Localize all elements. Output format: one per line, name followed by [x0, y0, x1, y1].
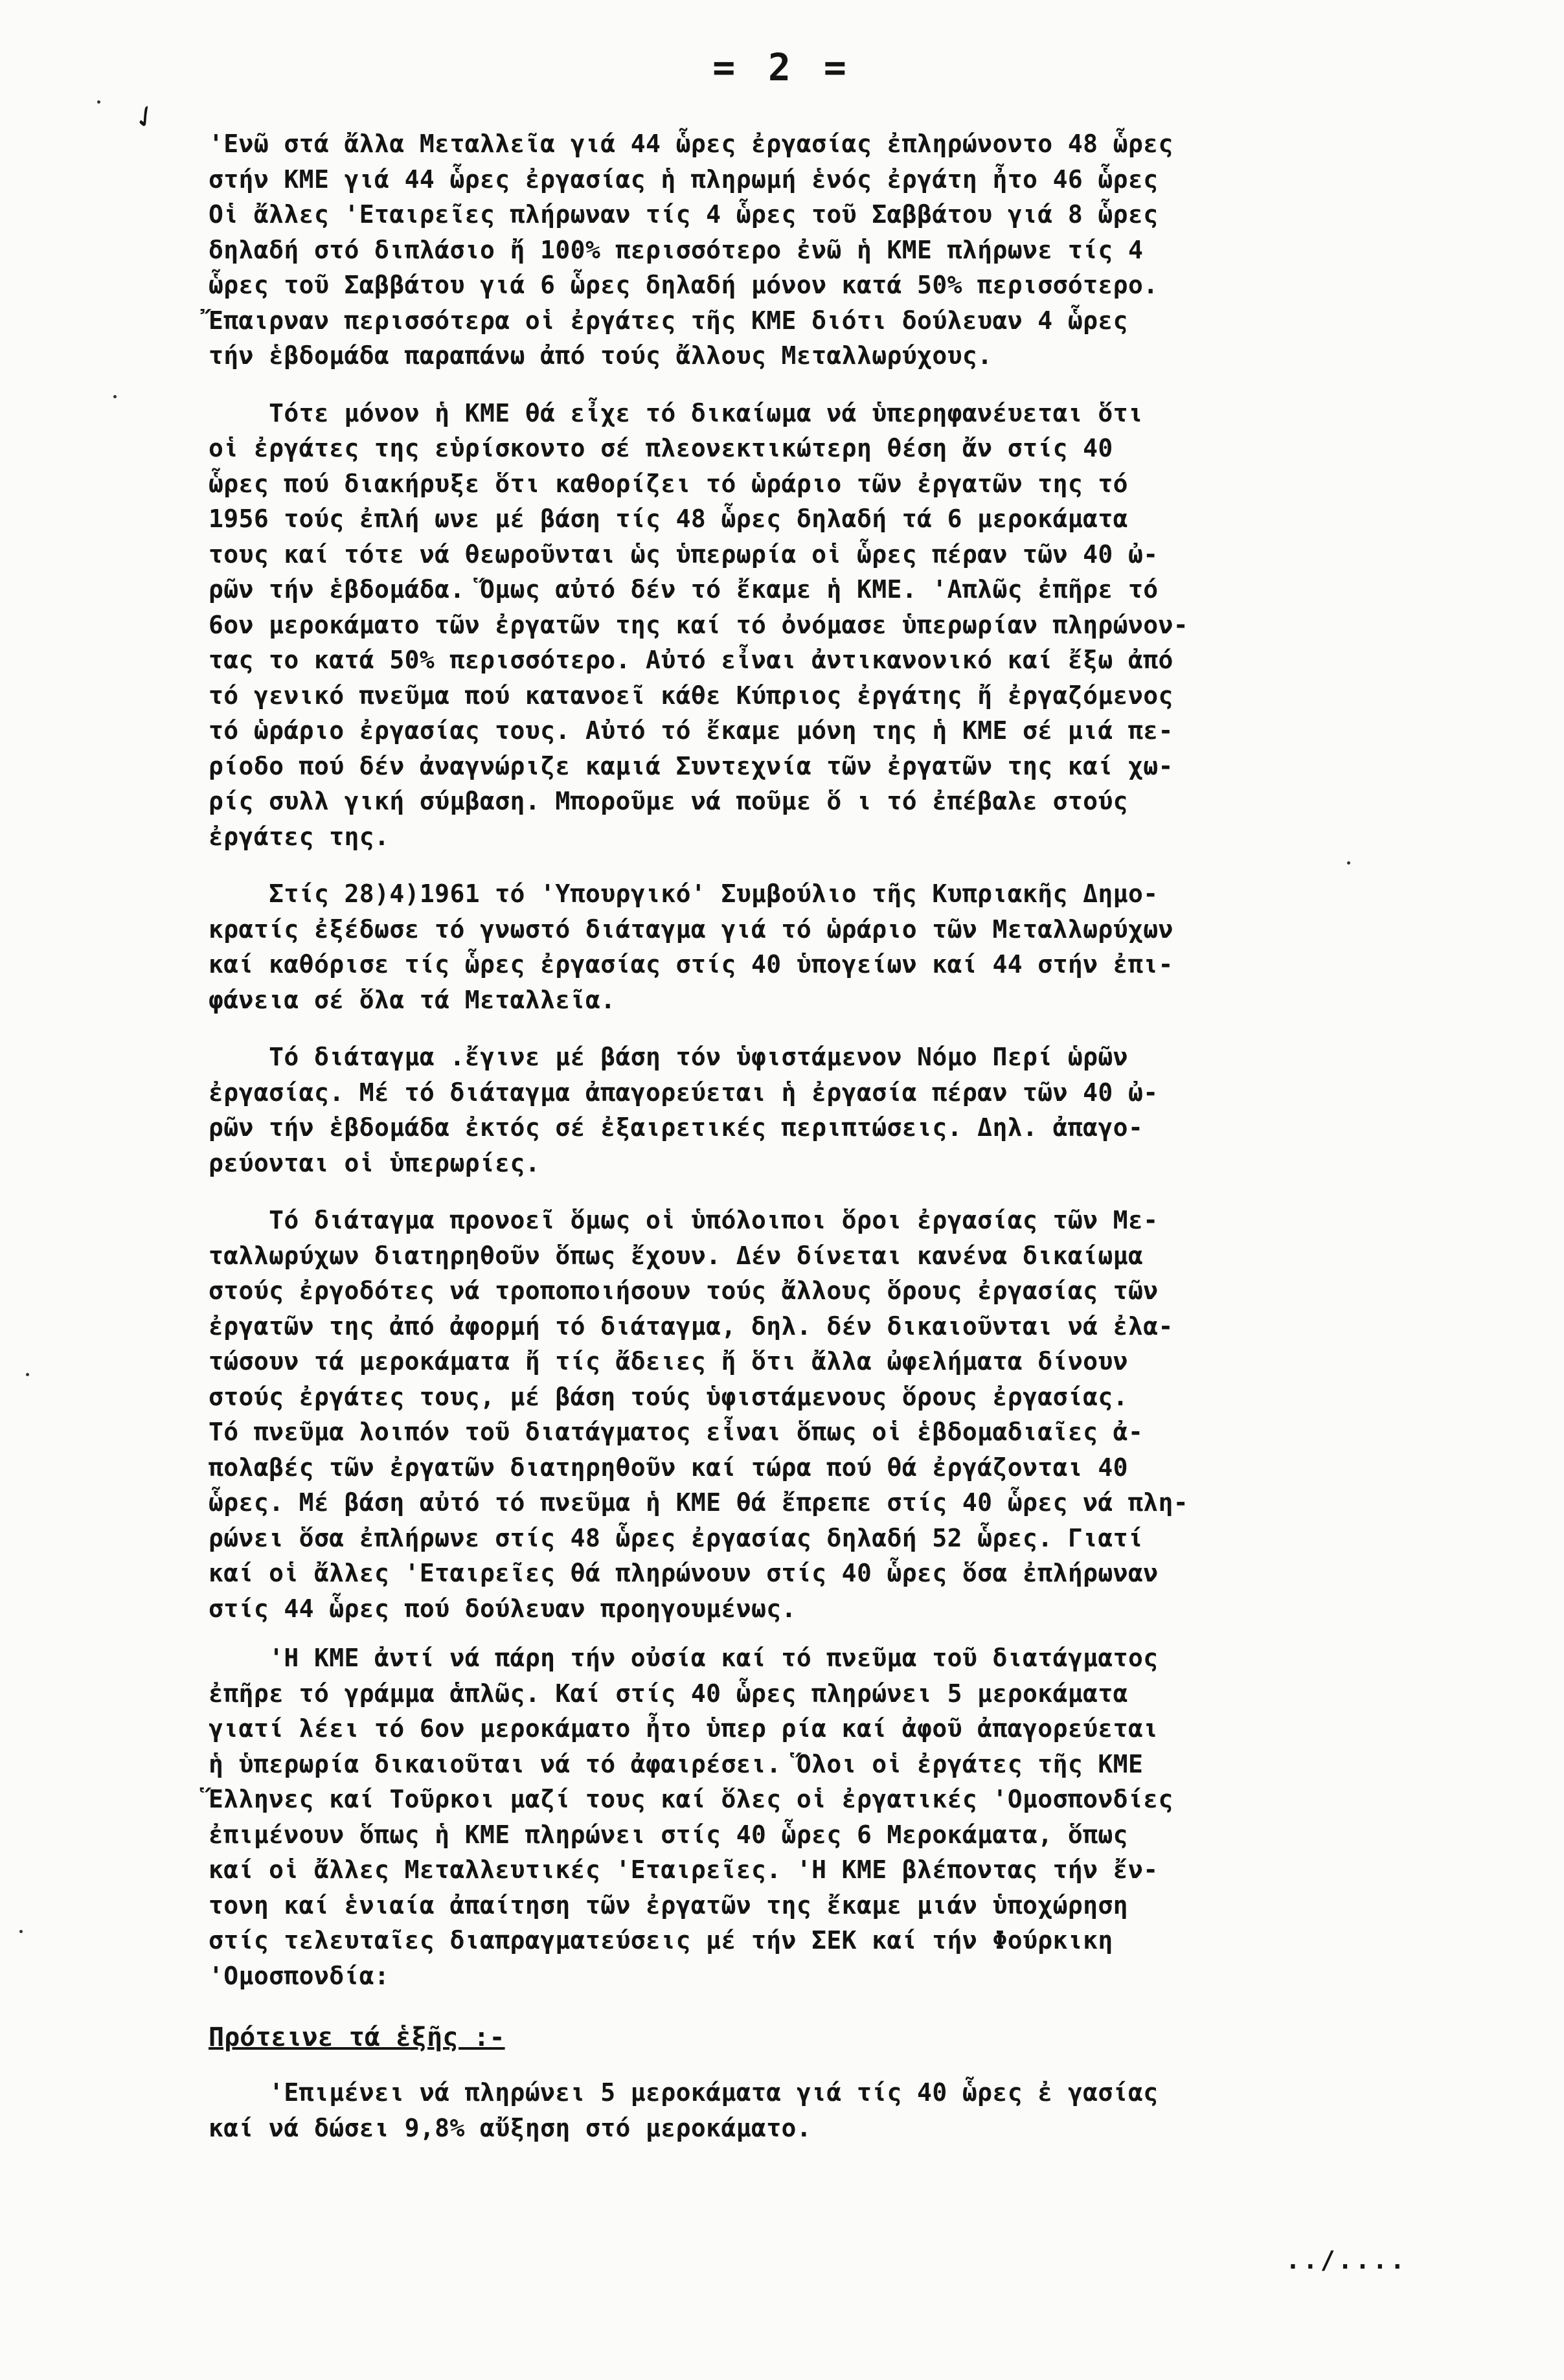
- text-line: Τό διάταγμα προνοεῖ ὅμως οἱ ὑπόλοιποι ὅροι ἐργασίας τῶν Με-: [209, 1206, 1159, 1234]
- text-line: 'Η ΚΜΕ ἀντί νά πάρη τήν οὐσία καί τό πνεῦμα τοῦ διατάγματος: [209, 1644, 1159, 1672]
- paragraph-3: [209, 876, 1504, 1017]
- continuation-marker: ../....: [1286, 2246, 1408, 2274]
- text-line: ρῶν τήν ἑβδομάδα ἐκτός σέ ἐξαιρετικές περιπτώσεις. Δηλ. ἀπαγο-: [209, 1113, 1144, 1142]
- section-heading: Πρότεινε τά ἑξῆς :-: [209, 2023, 505, 2052]
- scan-speck: [1347, 861, 1350, 865]
- text-line: 6ον μεροκάματο τῶν ἐργατῶν της καί τό ὀνόμασε ὑπερωρίαν πληρώνον-: [209, 610, 1189, 639]
- text-line: καί νά δώσει 9,8% αὔξηση στό μεροκάματο.: [209, 2113, 812, 2142]
- text-line: Οἱ ἄλλες 'Εταιρεῖες πλήρωναν τίς 4 ὧρες τοῦ Σαββάτου γιά 8 ὧρες: [209, 200, 1159, 229]
- scan-speck: [113, 395, 117, 398]
- text-line: ρίοδο πού δέν ἀναγνώριζε καμιά Συντεχνία τῶν ἐργατῶν της καί χω-: [209, 751, 1173, 780]
- text-line: 'Ομοσπονδία:: [209, 1961, 390, 1990]
- text-line: Τότε μόνον ἡ ΚΜΕ θά εἶχε τό δικαίωμα νά ὑπερηφανέυεται ὅτι: [209, 398, 1144, 427]
- paragraph-1: [209, 126, 1504, 374]
- text-line: ἡ ὑπερωρία δικαιοῦται νά τό ἀφαιρέσει. Ὅλοι οἱ ἐργάτες τῆς ΚΜΕ: [209, 1749, 1144, 1778]
- text-line: 'Ενῶ στά ἄλλα Μεταλλεῖα γιά 44 ὧρες ἐργασίας ἐπληρώνοντο 48 ὧρες: [209, 130, 1173, 158]
- text-line: ὧρες τοῦ Σαββάτου γιά 6 ὧρες δηλαδή μόνον κατά 50% περισσότερο.: [209, 271, 1159, 299]
- text-line: οἱ ἐργάτες της εὑρίσκοντο σέ πλεονεκτικώτερη θέση ἄν στίς 40: [209, 434, 1113, 462]
- text-line: τονη καί ἑνιαία ἀπαίτηση τῶν ἐργατῶν της ἔκαμε μιάν ὑποχώρηση: [209, 1890, 1128, 1920]
- text-line: ἐπιμένουν ὅπως ἡ ΚΜΕ πληρώνει στίς 40 ὧρες 6 Μεροκάματα, ὅπως: [209, 1820, 1128, 1849]
- text-line: στούς ἐργάτες τους, μέ βάση τούς ὑφιστάμενους ὅρους ἐργασίας.: [209, 1382, 1128, 1411]
- text-line: ὧρες πού διακήρυξε ὅτι καθορίζει τό ὡράριο τῶν ἐργατῶν της τό: [209, 469, 1128, 498]
- handwritten-check-mark: ✓: [126, 95, 164, 139]
- paragraph-6: [209, 1640, 1504, 1993]
- text-line: ρεύονται οἱ ὑπερωρίες.: [209, 1148, 541, 1177]
- text-line: στούς ἐργοδότες νά τροποποιήσουν τούς ἄλλους ὅρους ἐργασίας τῶν: [209, 1276, 1159, 1305]
- text-line: στίς τελευταῖες διαπραγματεύσεις μέ τήν ΣΕΚ καί τήν Φούρκικη: [209, 1926, 1113, 1955]
- page-number: = 2 =: [712, 45, 852, 89]
- text-line: ρώνει ὅσα ἐπλήρωνε στίς 48 ὧρες ἐργασίας δηλαδή 52 ὧρες. Γιατί: [209, 1523, 1144, 1552]
- text-line: δηλαδή στό διπλάσιο ἤ 100% περισσότερο ἐνῶ ἡ ΚΜΕ πλήρωνε τίς 4: [209, 235, 1144, 264]
- text-line: τό γενικό πνεῦμα πού κατανοεῖ κάθε Κύπριος ἐργάτης ἤ ἐργαζόμενος: [209, 681, 1173, 710]
- text-line: φάνεια σέ ὅλα τά Μεταλλεῖα.: [209, 985, 616, 1014]
- text-line: τας το κατά 50% περισσότερο. Αὐτό εἶναι ἀντικανονικό καί ἔξω ἀπό: [209, 646, 1173, 674]
- text-line: Ἕλληνες καί Τοῦρκοι μαζί τους καί ὅλες οἱ ἐργατικές 'Ομοσπονδίες: [209, 1785, 1173, 1813]
- text-line: στήν ΚΜΕ γιά 44 ὧρες ἐργασίας ἡ πληρωμή ἑνός ἐργάτη ἦτο 46 ὧρες: [209, 164, 1159, 194]
- text-line: ἐργατῶν της ἀπό ἀφορμή τό διάταγμα, δηλ. δέν δικαιοῦνται νά ἐλα-: [209, 1311, 1173, 1341]
- text-line: καί οἱ ἄλλες Μεταλλευτικές 'Εταιρεῖες. 'Η ΚΜΕ βλέποντας τήν ἔν-: [209, 1855, 1159, 1884]
- paragraph-4: [209, 1039, 1504, 1181]
- text-line: γιατί λέει τό 6ον μεροκάματο ἦτο ὑπερ ρία καί ἀφοῦ ἀπαγορεύεται: [209, 1714, 1159, 1743]
- text-line: τήν ἑβδομάδα παραπάνω ἀπό τούς ἄλλους Μεταλλωρύχους.: [209, 341, 993, 370]
- text-line: 'Επιμένει νά πληρώνει 5 μεροκάματα γιά τίς 40 ὧρες ἐ γασίας: [209, 2078, 1159, 2107]
- paragraph-2: [209, 396, 1504, 855]
- closing-paragraph: [209, 2075, 1504, 2146]
- text-line: ὧρες. Μέ βάση αὐτό τό πνεῦμα ἡ ΚΜΕ θά ἔπρεπε στίς 40 ὧρες νά πλη-: [209, 1488, 1189, 1517]
- text-line: στίς 44 ὧρες πού δούλευαν προηγουμένως.: [209, 1594, 797, 1623]
- text-line: κρατίς ἐξέδωσε τό γνωστό διάταγμα γιά τό ὡράριο τῶν Μεταλλωρύχων: [209, 914, 1173, 944]
- text-line: Ἔπαιρναν περισσότερα οἱ ἐργάτες τῆς ΚΜΕ διότι δούλευαν 4 ὧρες: [209, 306, 1128, 335]
- scan-speck: [97, 100, 100, 104]
- paragraph-5: [209, 1203, 1504, 1626]
- scan-speck: [26, 1373, 29, 1376]
- text-line: τό ὡράριο ἐργασίας τους. Αὐτό τό ἔκαμε μόνη της ἡ ΚΜΕ σέ μιά πε-: [209, 716, 1173, 745]
- text-line: ρίς συλλ γική σύμβαση. Μποροῦμε νά ποῦμε ὅ ι τό ἐπέβαλε στούς: [209, 787, 1128, 815]
- text-line: καί καθόρισε τίς ὧρες ἐργασίας στίς 40 ὑπογείων καί 44 στήν ἐπι-: [209, 950, 1173, 979]
- text-line: τώσουν τά μεροκάματα ἤ τίς ἄδειες ἤ ὅτι ἄλλα ὠφελήματα δίνουν: [209, 1347, 1128, 1376]
- text-line: ἐργασίας. Μέ τό διάταγμα ἀπαγορεύεται ἡ ἐργασία πέραν τῶν 40 ὠ-: [209, 1078, 1159, 1107]
- scan-speck: [19, 1930, 23, 1933]
- text-line: πολαβές τῶν ἐργατῶν διατηρηθοῦν καί τώρα πού θά ἐργάζονται 40: [209, 1453, 1128, 1482]
- text-line: τους καί τότε νά θεωροῦνται ὡς ὑπερωρία οἱ ὧρες πέραν τῶν 40 ὠ-: [209, 539, 1159, 569]
- text-line: καί οἱ ἄλλες 'Εταιρεῖες θά πληρώνουν στίς 40 ὧρες ὅσα ἐπλήρωναν: [209, 1559, 1159, 1587]
- text-line: ἐργάτες της.: [209, 822, 390, 851]
- text-line: ρῶν τήν ἑβδομάδα. Ὅμως αὐτό δέν τό ἔκαμε ἡ ΚΜΕ. 'Απλῶς ἐπῆρε τό: [209, 575, 1159, 604]
- text-line: 1956 τούς ἐπλή ωνε μέ βάση τίς 48 ὧρες δηλαδή τά 6 μεροκάματα: [209, 504, 1128, 533]
- document-body: [209, 126, 1504, 2146]
- text-line: Στίς 28)4)1961 τό 'Υπουργικό' Συμβούλιο τῆς Κυπριακῆς Δημο-: [209, 879, 1159, 908]
- text-line: ἐπῆρε τό γράμμα ἁπλῶς. Καί στίς 40 ὧρες πληρώνει 5 μεροκάματα: [209, 1679, 1128, 1708]
- text-line: Τό διάταγμα .ἔγινε μέ βάση τόν ὑφιστάμενον Νόμο Περί ὡρῶν: [209, 1043, 1128, 1071]
- text-line: Τό πνεῦμα λοιπόν τοῦ διατάγματος εἶναι ὅπως οἱ ἑβδομαδιαῖες ἀ-: [209, 1418, 1144, 1446]
- text-line: ταλλωρύχων διατηρηθοῦν ὅπως ἔχουν. Δέν δίνεται κανένα δικαίωμα: [209, 1241, 1144, 1270]
